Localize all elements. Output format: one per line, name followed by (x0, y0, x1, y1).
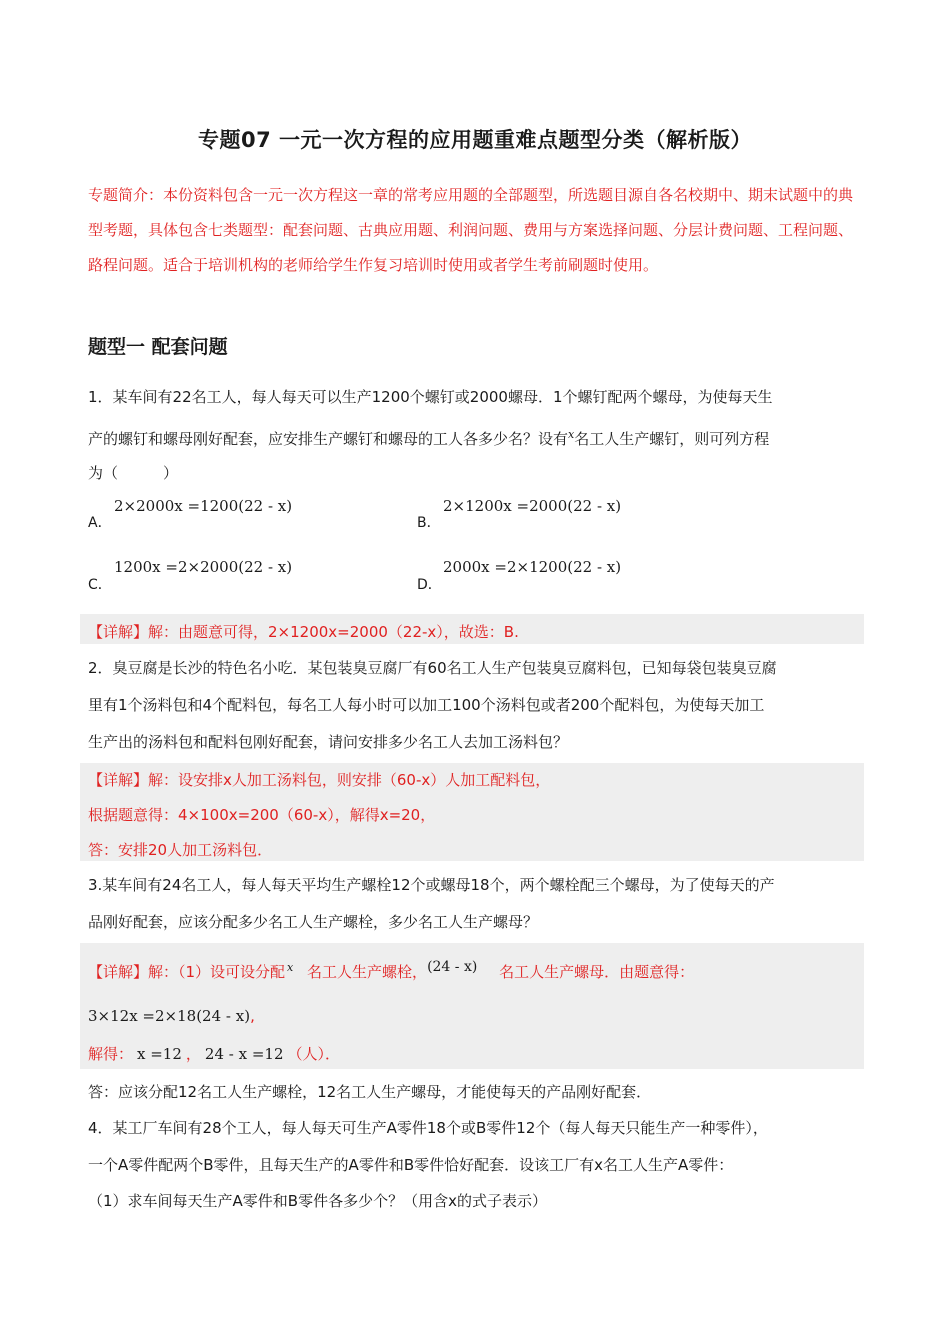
q1-line2-a: 产的螺钉和螺母刚好配套，应安排生产螺钉和螺母的工人各多少名？设有 (88, 430, 569, 448)
intro-text: 专题简介：本份资料包含一元一次方程这一章的常考应用题的全部题型，所选题目源自各名校期中、期末试题中的典型考题，具体包含七类题型：配套问题、古典应用题、利润问题、费用与方案选择问题、分层计费问题、工程问题、路程问题。适合于培训机构的老师给学生作复习培训时使用或者学生考前刷题时使用。 (88, 186, 854, 274)
q3-answer-line1 (88, 961, 694, 982)
q3-answer-line3 (88, 1043, 340, 1064)
option-b-label: B． (417, 515, 441, 531)
q3-answer-1a: 【详解】解：（1）设可设分配 (88, 963, 286, 981)
q4-line2: 一个A零件配两个B零件，且每天生产的A零件和B零件恰好配套．设该工厂有x名工人生产A零件： (88, 1156, 734, 1174)
document-title: 专题07 一元一次方程的应用题重难点题型分类（解析版） (197, 128, 753, 152)
q3-answer-var: x (287, 961, 294, 974)
option-a-equation: 2×2000x =1200(22 - x) (114, 497, 293, 515)
q1-answer: 【详解】解：由题意可得，2×1200x=2000（22-x），故选：B. (88, 623, 519, 641)
q2-line3: 生产出的汤料包和配料包刚好配套，请问安排多少名工人去加工汤料包？ (88, 733, 569, 751)
q3-answer-1c: 名工人生产螺母．由题意得： (499, 963, 695, 981)
q1-var: x (568, 428, 575, 441)
q3-equation: 3×12x =2×18(24 - x) (88, 1007, 251, 1025)
option-d-label: D． (417, 577, 442, 593)
q4-line1: 4．某工厂车间有28个工人，每人每天可生产A零件18个或B零件12个（每人每天只能生产一种零件）， (88, 1119, 768, 1137)
q2-answer-line1: 【详解】解：设安排x人加工汤料包，则安排（60-x）人加工配料包， (88, 771, 551, 789)
q3-equation-tail: , (250, 1007, 255, 1025)
q3-solution-2: 24 - x =12 (204, 1045, 284, 1063)
section-heading: 题型一 配套问题 (88, 336, 228, 358)
q1-line1: 1．某车间有22名工人，每人每天可以生产1200个螺钉或2000螺母．1个螺钉配两个螺母，为使每天生 (88, 388, 773, 406)
q3-answer-expr: (24 - x) (427, 959, 478, 975)
q3-answer-3a: 解得： (88, 1045, 134, 1063)
q3-line2: 品刚好配套，应该分配多少名工人生产螺栓，多少名工人生产螺母？ (88, 913, 539, 931)
q1-line3: 为（ ） (88, 464, 179, 482)
option-c-label: C． (88, 577, 112, 593)
q3-answer-3b: （人）． (287, 1045, 341, 1063)
q3-answer-line2 (88, 1007, 255, 1025)
q3-answer-1b: 名工人生产螺栓， (307, 963, 428, 981)
q3-conclusion: 答：应该分配12名工人生产螺栓，12名工人生产螺母，才能使每天的产品刚好配套． (88, 1083, 652, 1101)
option-d-equation: 2000x =2×1200(22 - x) (443, 558, 622, 576)
q4-line3: （1）求车间每天生产A零件和B零件各多少个？（用含x的式子表示） (88, 1192, 547, 1210)
q2-line1: 2．臭豆腐是长沙的特色名小吃．某包装臭豆腐厂有60名工人生产包装臭豆腐料包，已知每袋包装臭豆腐 (88, 659, 777, 677)
option-a-label: A． (88, 515, 112, 531)
option-c-equation: 1200x =2×2000(22 - x) (114, 558, 293, 576)
q1-line2-b: 名工人生产螺钉，则可列方程 (574, 430, 770, 448)
q3-line1: 3.某车间有24名工人，每人每天平均生产螺栓12个或螺母18个，两个螺栓配三个螺母，为了使每天的产 (88, 876, 775, 894)
q3-answer-sep: ， (185, 1045, 201, 1063)
q1-line2 (88, 416, 864, 458)
q2-answer-line2: 根据题意得：4×100x=200（60-x），解得x=20， (88, 806, 436, 824)
q3-solution-1: x =12 (137, 1045, 182, 1063)
option-b-equation: 2×1200x =2000(22 - x) (443, 497, 622, 515)
q2-line2: 里有1个汤料包和4个配料包，每名工人每小时可以加工100个汤料包或者200个配料包，为使每天加工 (88, 696, 765, 714)
q2-answer-line3: 答：安排20人加工汤料包． (88, 841, 273, 859)
